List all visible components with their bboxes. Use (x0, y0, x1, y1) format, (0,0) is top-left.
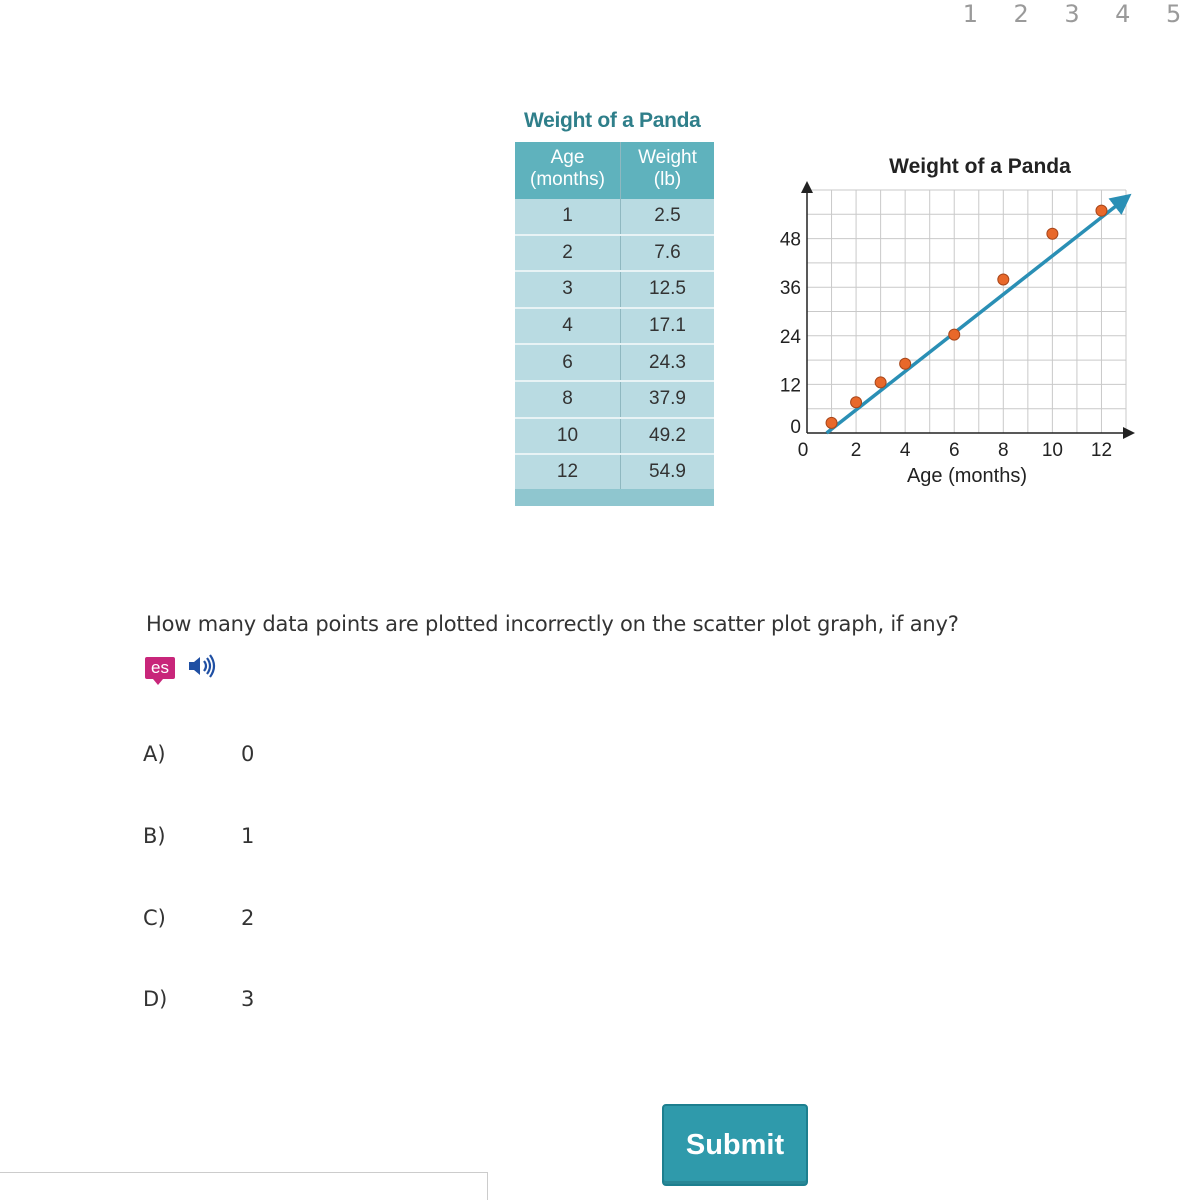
weight-cell: 2.5 (654, 205, 681, 227)
trend-line-group (827, 198, 1126, 433)
option-a[interactable] (143, 742, 254, 766)
data-point (1047, 228, 1058, 239)
data-point (875, 377, 886, 388)
page-1-link[interactable]: 1 (962, 0, 979, 28)
x-tick-label: 8 (998, 440, 1009, 461)
table-header (515, 142, 714, 199)
option-letter: B) (143, 824, 166, 848)
option-b[interactable] (143, 824, 254, 848)
option-value: 0 (241, 742, 255, 766)
x-axis-label: Age (months) (906, 465, 1028, 487)
table-row (515, 345, 714, 382)
page-4-link[interactable]: 4 (1115, 0, 1131, 28)
header-age-line1: Age (550, 147, 585, 168)
option-letter: C) (143, 906, 166, 930)
age-cell: 2 (515, 236, 621, 271)
header-age (515, 142, 621, 199)
trend-line (827, 198, 1126, 433)
data-point (826, 417, 837, 428)
option-letter: D) (143, 987, 168, 1011)
question-text: How many data points are plotted incorrectly on the scatter plot graph, if any? (146, 612, 959, 636)
age-cell: 12 (515, 455, 621, 490)
data-point (949, 329, 960, 340)
data-table (515, 142, 714, 506)
y-tick-label: 12 (779, 375, 801, 397)
page-5-link[interactable]: 5 (1165, 0, 1182, 28)
table-row (515, 309, 714, 346)
option-d[interactable] (143, 987, 254, 1011)
page-3-link[interactable]: 3 (1064, 0, 1080, 28)
header-weight (621, 142, 714, 199)
table-row (515, 236, 714, 273)
weight-cell: 37.9 (649, 388, 686, 410)
header-weight-line1: Weight (638, 147, 697, 168)
x-tick-label: 10 (1041, 440, 1063, 461)
question-pager (945, 0, 1199, 30)
age-cell: 10 (515, 419, 621, 454)
age-cell: 8 (515, 382, 621, 417)
y-tick-label: 48 (779, 229, 801, 251)
weight-cell: 7.6 (654, 241, 681, 263)
table-row (515, 455, 714, 492)
weight-cell: 24.3 (649, 351, 686, 373)
y-tick-label: 24 (779, 326, 801, 348)
table-row (515, 199, 714, 236)
speaker-icon[interactable] (187, 652, 219, 684)
option-value: 3 (241, 987, 255, 1011)
data-point (900, 358, 911, 369)
bottom-panel (0, 1172, 488, 1200)
table-row (515, 272, 714, 309)
x-tick-label: 2 (850, 440, 862, 461)
y-tick-label: 0 (790, 417, 801, 438)
spanish-translate-button[interactable]: es (145, 657, 175, 679)
age-cell: 1 (515, 199, 621, 234)
table-row (515, 382, 714, 419)
option-value: 2 (241, 906, 255, 930)
chart-title: Weight of a Panda (889, 155, 1071, 178)
header-weight-line2: (lb) (653, 169, 682, 190)
data-point (998, 274, 1009, 285)
option-letter: A) (143, 742, 166, 766)
x-tick-label: 6 (948, 440, 960, 461)
weight-cell: 12.5 (649, 278, 686, 300)
header-age-line2: (months) (530, 169, 605, 190)
weight-cell: 49.2 (649, 424, 686, 446)
question-tools (145, 652, 219, 684)
x-tick-label: 0 (797, 440, 809, 461)
x-tick-label: 12 (1090, 440, 1113, 461)
table-row (515, 419, 714, 456)
scatter-plot (760, 145, 1160, 495)
age-cell: 3 (515, 272, 621, 307)
weight-cell: 54.9 (649, 461, 686, 483)
y-tick-label: 36 (779, 278, 801, 300)
age-cell: 4 (515, 309, 621, 344)
x-tick-label: 4 (899, 440, 911, 461)
weight-cell: 17.1 (649, 315, 686, 337)
option-c[interactable] (143, 906, 254, 930)
age-cell: 6 (515, 345, 621, 380)
data-point (1096, 205, 1107, 216)
table-title: Weight of a Panda (524, 109, 701, 132)
submit-button[interactable]: Submit (662, 1104, 808, 1186)
option-value: 1 (241, 824, 255, 848)
page-2-link[interactable]: 2 (1013, 0, 1029, 28)
table-footer (515, 489, 714, 506)
data-point (851, 397, 862, 408)
scatter-plot-svg (760, 145, 1160, 495)
